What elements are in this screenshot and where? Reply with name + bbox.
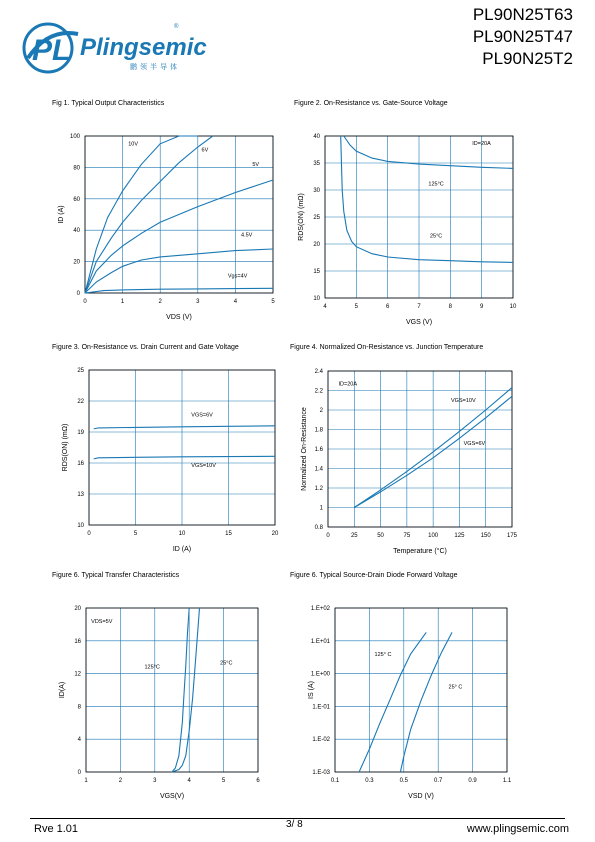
y-tick-label: 10 [77,523,84,529]
y-tick-label: 1.E-03 [312,770,330,776]
plot-frame [86,608,258,772]
x-axis-label: VGS (V) [405,319,433,326]
x-axis-label: VSD (V) [408,793,434,800]
series-line [85,288,273,293]
x-tick-label: 20 [271,531,279,537]
y-tick-label: 30 [313,188,320,194]
y-tick-label: 40 [73,228,80,235]
y-tick-label: 1.E-01 [312,704,330,711]
y-axis-label: RDS(ON) (mΩ) [298,193,305,241]
x-axis-label: ID (A) [172,546,192,553]
x-tick-label: 1 [84,778,88,784]
y-tick-label: 25 [313,215,320,221]
x-tick-label: 0.3 [365,778,374,784]
series-annotation: VGS=10V [191,463,216,470]
y-tick-label: 1.2 [314,486,323,492]
x-axis-label: VGS(V) [159,793,185,800]
y-tick-label: 8 [77,704,81,711]
x-tick-label: 5 [354,304,359,310]
series-annotation: 6V [201,147,209,154]
x-tick-label: 7 [417,304,421,310]
x-tick-label: 5 [133,531,138,537]
x-tick-label: 175 [506,533,518,539]
y-tick-label: 13 [77,492,84,498]
y-tick-label: 19 [77,430,84,436]
x-tick-label: 0.9 [468,778,477,784]
x-tick-label: 5 [271,299,275,305]
x-tick-label: 75 [403,533,411,539]
x-tick-label: 4 [187,778,191,784]
y-tick-label: 22 [77,399,84,405]
y-tick-label: 20 [313,242,320,248]
x-tick-label: 1.1 [502,778,512,784]
revision-label: Rve 1.01 [34,823,79,835]
x-tick-label: 0.7 [434,778,443,784]
x-tick-label: 3 [196,299,200,305]
y-tick-label: 1.4 [314,466,323,473]
y-axis-label: IS (A) [308,681,315,699]
y-tick-label: 16 [74,638,81,645]
y-tick-label: 2.2 [314,388,323,395]
y-tick-label: 1.6 [314,447,323,453]
chart-fig2 [298,134,517,326]
logo-text: Plingsemic [80,34,207,61]
x-tick-label: 0 [326,533,330,539]
series-line [85,136,198,293]
x-tick-label: 2 [158,299,162,305]
series-annotation: Vgs=4V [227,273,248,280]
series-line [400,632,452,772]
y-tick-label: 16 [77,461,84,467]
x-tick-label: 4 [233,299,238,305]
y-tick-label: 20 [73,259,80,266]
x-axis-label: VDS (V) [166,314,192,321]
y-tick-label: 60 [73,196,80,203]
x-tick-label: 25 [350,533,358,539]
part-number: PL90N25T2 [482,49,573,68]
x-tick-label: 15 [225,531,232,537]
x-tick-label: 2 [118,778,123,784]
series-annotation: VDS=5V [91,618,113,625]
svg-text:PL: PL [32,34,71,67]
y-axis-label: ID (A) [58,205,65,224]
y-tick-label: 1.8 [314,427,323,434]
x-tick-label: 150 [480,533,491,539]
figure-title: Figure 3. On-Resistance vs. Drain Current and Gate Voltage [52,344,239,351]
y-tick-label: 1.E+02 [310,606,330,612]
part-number: PL90N25T63 [472,5,573,24]
x-tick-label: 5 [221,778,226,784]
x-tick-label: 8 [448,304,453,310]
series-annotation: 10V [128,141,139,148]
x-tick-label: 10 [178,531,186,537]
y-tick-label: 20 [74,606,81,612]
chart-fig1 [58,134,275,321]
figure-title: Figure 6. Typical Source-Drain Diode Forward Voltage [290,572,458,579]
part-number: PL90N25T47 [472,27,573,46]
series-line [85,249,273,293]
y-tick-label: 1 [319,505,323,512]
y-tick-label: 0 [77,770,81,776]
series-annotation: 25°C [429,233,443,240]
x-tick-label: 4 [323,304,327,310]
x-tick-label: 10 [509,304,517,310]
registered-mark: ® [174,24,179,30]
series-annotation: ID=20A [472,141,491,148]
y-tick-label: 1.E+01 [310,638,330,645]
y-tick-label: 1.E+00 [310,671,330,678]
x-tick-label: 6 [385,304,390,310]
y-tick-label: 35 [313,161,320,167]
x-tick-label: 0.1 [330,778,340,784]
series-annotation: 125°C [428,181,444,188]
figure-title: Figure 6. Typical Transfer Characteristics [52,572,180,579]
y-tick-label: 2.4 [314,369,323,375]
y-tick-label: 25 [77,368,84,374]
x-tick-label: 100 [428,533,439,539]
y-axis-label: RDS(ON) (mΩ) [62,423,69,472]
logo-subtext: 鹏领半导体 [130,64,180,71]
series-line [94,426,275,429]
chart-fig3 [62,368,279,553]
figure-title: Figure 4. Normalized On-Resistance vs. Junction Temperature [290,344,484,351]
x-tick-label: 0.5 [399,778,408,784]
x-tick-label: 0 [87,531,91,537]
series-line [94,456,275,459]
series-annotation: ID=20A [338,381,358,388]
y-tick-label: 100 [69,134,80,140]
chart-fig6 [308,606,512,800]
x-tick-label: 9 [479,304,484,310]
y-tick-label: 10 [313,296,320,302]
series-annotation: 25°C [220,660,233,667]
series-annotation: VGS=6V [463,441,486,448]
y-tick-label: 80 [73,165,80,172]
y-tick-label: 0 [76,291,80,297]
series-annotation: VGS=6V [191,412,213,419]
series-annotation: 25° C [448,684,463,691]
x-tick-label: 125 [454,533,465,539]
plot-frame [335,608,507,772]
page-number: 3/ 8 [286,819,303,830]
series-line [341,136,513,262]
x-tick-label: 0 [83,299,87,305]
y-tick-label: 12 [74,671,81,678]
chart-fig5 [59,606,260,800]
series-annotation: 125°C [144,664,160,671]
y-axis-label: Normalized On-Resistance [301,407,308,491]
series-annotation: 4.5V [241,232,253,239]
series-annotation: 125° C [374,651,392,658]
y-axis-label: ID(A) [59,681,66,699]
y-tick-label: 40 [313,134,320,140]
y-tick-label: 1.E-02 [312,737,330,744]
x-tick-label: 3 [153,778,157,784]
series-annotation: 5V [252,161,260,168]
x-tick-label: 6 [256,778,260,784]
figure-title: Figure 2. On-Resistance vs. Gate-Source Voltage [294,100,448,107]
y-tick-label: 2 [319,408,323,414]
y-tick-label: 4 [77,737,81,744]
figure-title: Fig 1. Typical Output Characteristics [52,100,165,107]
chart-fig4 [301,369,518,555]
website-link[interactable]: www.plingsemic.com [466,823,569,835]
series-line [85,136,213,293]
x-tick-label: 50 [377,533,384,539]
x-axis-label: Temperature (°C) [393,548,447,555]
series-line [172,608,200,772]
y-tick-label: 15 [313,269,320,275]
y-tick-label: 0.8 [314,525,323,531]
series-annotation: VGS=10V [451,398,476,405]
x-tick-label: 1 [120,299,125,305]
